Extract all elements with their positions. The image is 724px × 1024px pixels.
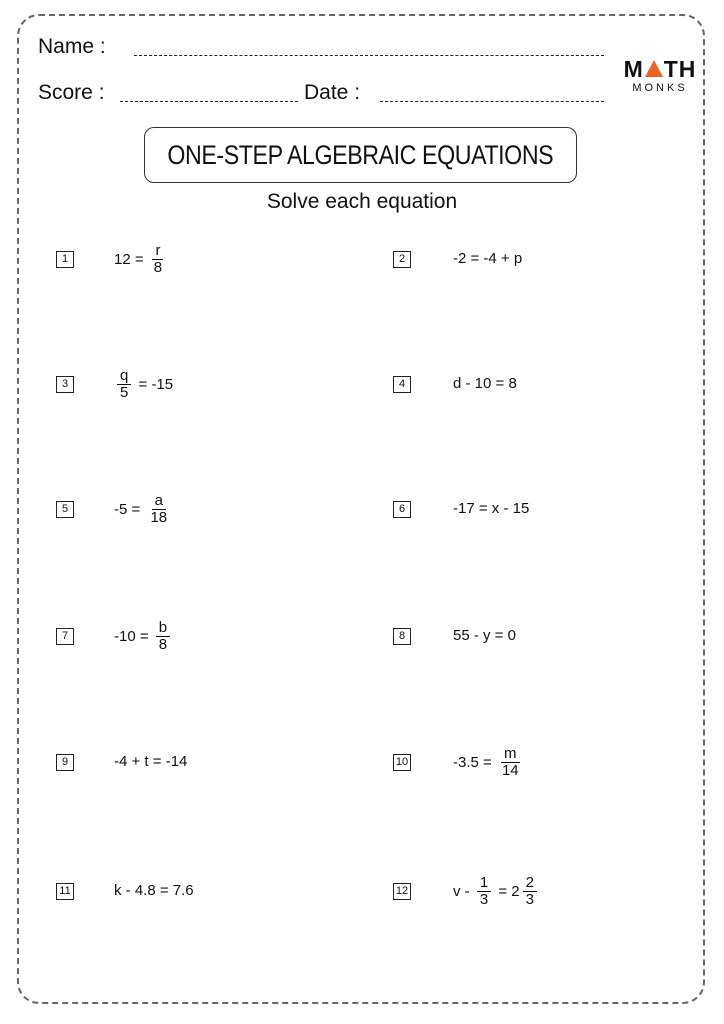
numerator: r	[152, 243, 163, 260]
equation-left: 12 =	[114, 251, 148, 268]
score-label: Score :	[38, 81, 105, 104]
problem-number: 12	[393, 883, 411, 900]
problem-number: 9	[56, 754, 74, 771]
problem-number: 3	[56, 376, 74, 393]
equation	[453, 500, 529, 517]
equation	[114, 882, 194, 899]
name-field[interactable]	[134, 55, 604, 56]
date-field[interactable]	[380, 101, 604, 102]
numerator: q	[117, 368, 131, 385]
problem-number: 2	[393, 251, 411, 268]
equation-left: k - 4.8 = 7.6	[114, 882, 194, 899]
equation-left: -3.5 =	[453, 754, 496, 771]
problem-number: 6	[393, 501, 411, 518]
equation-left: -5 =	[114, 501, 145, 518]
numerator: m	[501, 746, 520, 763]
fraction	[151, 243, 165, 276]
fraction	[156, 620, 170, 653]
numerator: b	[156, 620, 170, 637]
denominator: 8	[153, 259, 163, 276]
equation-left: -4 + t = -14	[114, 753, 188, 770]
equation-left: -2 = -4 + p	[453, 250, 523, 267]
problem-number: 11	[56, 883, 74, 900]
date-label: Date :	[304, 81, 361, 104]
logo-triangle-icon	[645, 60, 663, 77]
numerator: a	[152, 493, 166, 510]
fraction	[523, 875, 537, 908]
fraction	[147, 493, 170, 526]
equation	[114, 620, 173, 653]
equation-left: 55 - y = 0	[453, 627, 516, 644]
fraction	[477, 875, 491, 908]
logo-text-th: TH	[663, 56, 697, 82]
numerator: 2	[523, 875, 537, 892]
denominator: 3	[479, 891, 489, 908]
equation	[453, 875, 540, 908]
math-monks-logo	[620, 58, 700, 94]
equation	[114, 753, 187, 770]
problem-number: 5	[56, 501, 74, 518]
score-field[interactable]	[120, 101, 298, 102]
equation-left: v -	[453, 883, 474, 900]
equation	[114, 493, 173, 526]
equation-left: d - 10 = 8	[453, 375, 517, 392]
denominator: 18	[150, 509, 168, 526]
denominator: 5	[120, 384, 129, 401]
equation-left: -10 =	[114, 628, 153, 645]
denominator: 3	[525, 891, 534, 908]
numerator: 1	[477, 875, 491, 892]
equation	[114, 368, 173, 401]
equation-right: = -15	[134, 376, 174, 393]
problem-number: 1	[56, 251, 74, 268]
fraction	[117, 368, 131, 401]
fraction	[499, 746, 522, 779]
equation	[453, 375, 517, 392]
logo-subtext: MONKS	[632, 82, 688, 94]
equation-right: = 2	[494, 883, 520, 900]
equation-left: -17 = x - 15	[453, 500, 530, 517]
problem-number: 10	[393, 754, 411, 771]
equation	[453, 250, 522, 267]
problem-number: 8	[393, 628, 411, 645]
name-label: Name :	[38, 35, 106, 58]
equation	[453, 627, 516, 644]
denominator: 14	[501, 762, 519, 779]
instructions: Solve each equation	[266, 190, 458, 213]
equation	[453, 746, 525, 779]
equation	[114, 243, 168, 276]
problem-number: 7	[56, 628, 74, 645]
problem-number: 4	[393, 376, 411, 393]
title-box	[144, 127, 577, 183]
denominator: 8	[158, 636, 168, 653]
logo-text-m: M	[623, 56, 644, 82]
worksheet-title: ONE-STEP ALGEBRAIC EQUATIONS	[167, 139, 554, 170]
